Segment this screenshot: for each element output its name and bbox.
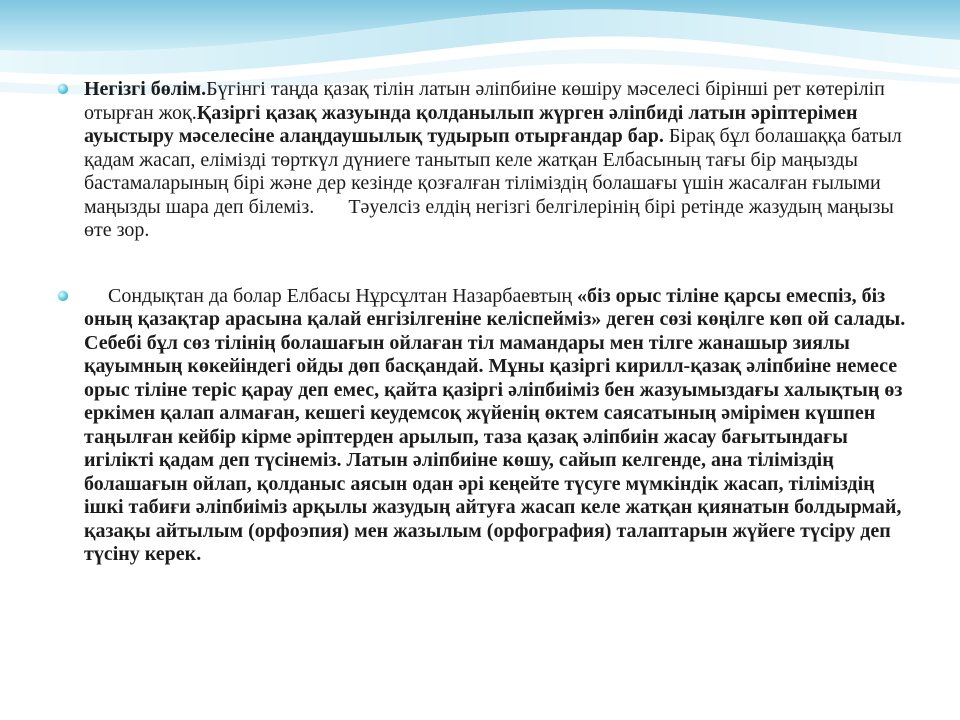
slide-body bbox=[52, 78, 912, 567]
paragraph-text: Қазіргі қазақ жазуында қолданылып жүрген әліпбиді латын әріптерімен ауыстыру мәселесіне алаңдаушылық тудырып отырғандар бар. bbox=[84, 101, 858, 147]
paragraph-text: Бірақ бұл болашаққа батыл қадам жасап, елімізді төрткүл дүниеге танытып келе жатқан Елбасының тағы бір маңызды бастамаларының бірі және дер кезінде қозғалған тіліміздің болашағы үшін жасалған ғылыми маңызды шара деп білеміз. bbox=[84, 125, 902, 218]
bullet-icon bbox=[58, 84, 68, 94]
paragraph-text: «біз орыс тіліне қарсы емеспіз, біз оның қазақтар арасына қалай енгізілгеніне келіспейміз» деген сөзі көңілге көп ой салады. Себебі бұл сөз тілінің болашағын ойлаған тіл мамандары мен тілге жанашыр зиялы қауымның көкейіндегі ойды дөп басқандай. Мұны қазіргі кирилл-қазақ әліпбиіне немесе орыс тіліне теріс қарау деп емес, қайта қазіргі әліпбиіміз бен жазуымыздағы халықтың өз еркімен қалап алмаған, кешегі кеудемсоқ жүйенің өктем саясатының әмірімен күшпен таңылған кейбір кірме әріптерден арылып, таза қазақ әліпбиін жасау бағытындағы игілікті қадам деп түсінеміз. Латын әліпбиіне көшу, сайып келгенде, ана тіліміздің болашағын ойлап, қолданыс аясын одан әрі кеңейте түсуге мүмкіндік жасап, тіліміздің ішкі табиғи әліпбиіміз арқылы жазудың айтуға жасап келе жатқан қиянатын болдырмай, қазақы айтылым (орфоэпия) мен жазылым (орфография) талаптарын жүйеге түсіру деп түсіну керек. bbox=[84, 284, 906, 565]
paragraph-main bbox=[52, 285, 912, 567]
section-heading: Негізгі бөлім. bbox=[84, 78, 207, 100]
bullet-icon bbox=[58, 291, 68, 301]
paragraph-text: Бүгінгі таңда қазақ тілін латын әліпбиіне көшіру мәселесі бірінші рет көтеріліп отырған жоқ. bbox=[84, 78, 885, 124]
paragraph-intro bbox=[52, 78, 912, 243]
paragraph-text: Сондықтан да болар Елбасы Нұрсұлтан Назарбаевтың bbox=[108, 284, 573, 307]
paragraph-text: Тәуелсіз елдің негізгі белгілерінің бірі ретінде жазудың маңызы өте зор. bbox=[84, 195, 894, 241]
